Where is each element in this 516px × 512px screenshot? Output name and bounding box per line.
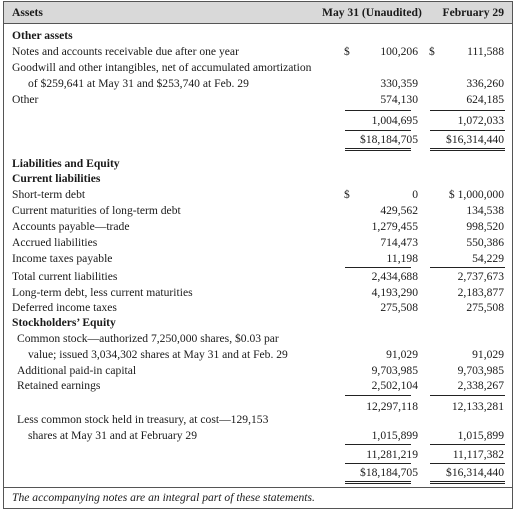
underline (430, 395, 505, 396)
double-underline (430, 150, 505, 151)
row-label: Total current liabilities (12, 270, 118, 283)
row-label: value; issued 3,034,302 shares at May 31 and at Feb. 29 (28, 348, 288, 361)
table-header (4, 2, 512, 24)
row-label: Retained earnings (17, 379, 101, 392)
equity-subtotal-may: 12,297,118 (366, 400, 418, 413)
liabilities-equity-heading: Liabilities and Equity (12, 157, 120, 170)
underline (345, 444, 411, 445)
value-may: 429,562 (380, 204, 418, 217)
underline (345, 130, 411, 131)
assets-heading: Assets (12, 6, 43, 19)
row-label: Accrued liabilities (12, 236, 98, 249)
footer (4, 487, 512, 508)
currency-sign: $ (429, 45, 435, 58)
value-feb: $ 1,000,000 (448, 188, 504, 201)
double-underline (430, 481, 505, 482)
current-liabilities-heading: Current liabilities (12, 172, 101, 185)
underline (345, 110, 411, 111)
double-underline (345, 150, 411, 151)
row-label: Common stock—authorized 7,250,000 shares, $0.03 par (17, 332, 279, 345)
underline (345, 267, 411, 268)
underline (430, 130, 505, 131)
value-feb: 134,538 (466, 204, 504, 217)
value-may: 2,502,104 (371, 379, 418, 392)
value-feb: 91,029 (472, 348, 504, 361)
underline (345, 395, 411, 396)
value-feb: 111,588 (467, 45, 504, 58)
value-may: 4,193,290 (371, 286, 418, 299)
currency-sign: $ (344, 45, 350, 58)
other-assets-heading: Other assets (12, 29, 73, 42)
double-underline (345, 481, 411, 482)
underline (430, 463, 505, 464)
value-may: 9,703,985 (371, 364, 418, 377)
row-label: Less common stock held in treasury, at cost—129,153 (17, 413, 269, 426)
double-underline (430, 148, 505, 149)
double-underline (430, 483, 505, 484)
value-feb: 550,386 (466, 236, 504, 249)
value-feb: 998,520 (466, 220, 504, 233)
balance-sheet (3, 1, 513, 509)
value-may: 0 (412, 188, 418, 201)
double-underline (345, 148, 411, 149)
value-may: 330,359 (380, 77, 418, 90)
value-feb: 1,015,899 (457, 429, 504, 442)
net-equity-feb: 11,117,382 (452, 448, 504, 461)
underline (430, 110, 505, 111)
value-may: 11,198 (386, 252, 418, 265)
row-label: Deferred income taxes (12, 301, 117, 314)
col-feb-heading: February 29 (442, 6, 504, 19)
value-feb: 2,183,877 (457, 286, 504, 299)
value-feb: 336,260 (466, 77, 504, 90)
double-underline (345, 483, 411, 484)
row-label: Goodwill and other intangibles, net of accumulated amortization (12, 61, 312, 74)
net-equity-may: 11,281,219 (366, 448, 418, 461)
row-label: Notes and accounts receivable due after one year (12, 45, 239, 58)
row-label: Short-term debt (12, 188, 86, 201)
row-label: Long-term debt, less current maturities (12, 286, 193, 299)
value-feb: 9,703,985 (457, 364, 504, 377)
subtotal-feb: 1,072,033 (457, 114, 504, 127)
value-may: 2,434,688 (371, 270, 418, 283)
stockholders-equity-heading: Stockholders’ Equity (12, 316, 116, 329)
value-feb: 2,737,673 (457, 270, 504, 283)
row-label: shares at May 31 and at February 29 (28, 429, 198, 442)
underline (430, 267, 505, 268)
underline (430, 444, 505, 445)
col-may-heading: May 31 (Unaudited) (322, 6, 422, 19)
total-assets-feb: $16,314,440 (446, 133, 504, 146)
value-may: 1,015,899 (371, 429, 418, 442)
total-liabilities-equity-may: $18,184,705 (360, 466, 418, 479)
value-may: 714,473 (380, 236, 418, 249)
row-label: Accounts payable—trade (12, 220, 130, 233)
row-label: of $259,641 at May 31 and $253,740 at Feb. 29 (28, 77, 249, 90)
total-liabilities-equity-feb: $16,314,440 (446, 466, 504, 479)
row-label: Additional paid-in capital (17, 364, 137, 377)
row-label: Other (12, 93, 39, 106)
value-may: 100,206 (380, 45, 418, 58)
value-may: 275,508 (380, 301, 418, 314)
subtotal-may: 1,004,695 (371, 114, 418, 127)
value-may: 91,029 (386, 348, 418, 361)
currency-sign: $ (344, 188, 350, 201)
value-may: 574,130 (380, 93, 418, 106)
row-label: Income taxes payable (12, 252, 113, 265)
value-feb: 54,229 (472, 252, 504, 265)
value-feb: 2,338,267 (457, 379, 504, 392)
value-may: 1,279,455 (371, 220, 418, 233)
row-label: Current maturities of long-term debt (12, 204, 181, 217)
value-feb: 275,508 (466, 301, 504, 314)
footer-note: The accompanying notes are an integral part of these statements. (12, 491, 315, 504)
equity-subtotal-feb: 12,133,281 (451, 400, 504, 413)
value-feb: 624,185 (466, 93, 504, 106)
total-assets-may: $18,184,705 (360, 133, 418, 146)
underline (345, 463, 411, 464)
